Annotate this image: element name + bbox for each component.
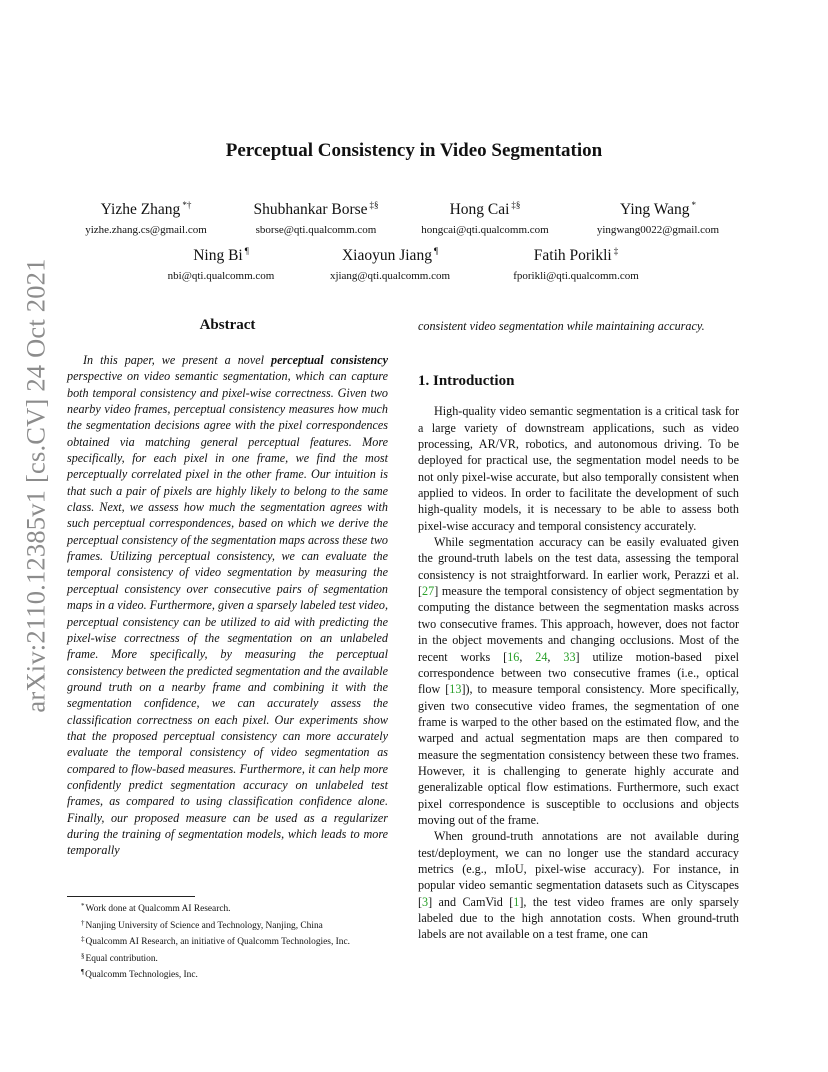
author-block: [406, 196, 564, 237]
footnote: ‡Qualcomm AI Research, an initiative of Qualcomm Technologies, Inc.: [81, 935, 350, 948]
author-block: [146, 242, 296, 283]
arxiv-stamp-text: arXiv:2110.12385v1 [cs.CV] 24 Oct 2021: [20, 257, 51, 713]
citation-link[interactable]: 16: [507, 649, 520, 664]
arxiv-stamp: [14, 257, 58, 713]
author-email[interactable]: hongcai@qti.qualcomm.com: [421, 224, 549, 236]
abstract-heading: Abstract: [199, 317, 256, 333]
author-block: [582, 196, 734, 237]
intro-paragraph: When ground-truth annotations are not available during test/deployment, we can no longer use the standard accuracy metrics (e.g., mIoU, pixel-wise accuracy). For instance, in popular video semantic segmentation datasets such as Cityscapes [3] and CamVid [1], the test video frames are only sparsely labeled due to the high annotation costs. When ground-truth labels are not available on a test frame, one can: [418, 829, 739, 942]
author-email[interactable]: yizhe.zhang.cs@gmail.com: [85, 224, 207, 236]
author-email[interactable]: xjiang@qti.qualcomm.com: [329, 270, 451, 282]
author-name: Hong Cai ‡§: [449, 200, 521, 218]
citation-link[interactable]: 1: [513, 894, 520, 909]
author-name: Ying Wang *: [619, 200, 696, 218]
author-name: Fatih Porikli ‡: [533, 246, 619, 264]
paper-title: Perceptual Consistency in Video Segmentation: [225, 140, 603, 161]
author-email[interactable]: fporikli@qti.qualcomm.com: [513, 270, 639, 282]
intro-paragraph: High-quality video semantic segmentation is a critical task for a large variety of downstream applications, such as video processing, AR/VR, robotics, and autonomous driving. To be deployed for practical use, the segmentation model needs to be not only pixel-wise accurate, but also temporally consistent when applied to videos. In order to facilitate the development of such high-quality models, it is necessary to be able to assess both pixel-wise accuracy and temporal consistency accurately.: [418, 404, 739, 533]
footnote: *Work done at Qualcomm AI Research.: [81, 902, 231, 914]
abstract-keyword: perceptual consistency: [271, 353, 388, 367]
author-block: [70, 196, 222, 237]
footnote: ¶Qualcomm Technologies, Inc.: [81, 968, 198, 981]
citation-link[interactable]: 24: [535, 649, 548, 664]
abstract-continuation: consistent video segmentation while maintaining accuracy.: [418, 319, 705, 333]
citation-link[interactable]: 13: [449, 682, 462, 697]
right-column: [418, 316, 739, 943]
author-block: [310, 242, 470, 283]
footnotes: [67, 900, 397, 983]
footnote-rule: [67, 896, 195, 897]
author-email[interactable]: yingwang0022@gmail.com: [596, 224, 720, 236]
section-heading-introduction: 1. Introduction: [418, 373, 515, 390]
citation-link[interactable]: 27: [422, 584, 435, 599]
author-name: Yizhe Zhang *†: [100, 200, 192, 218]
intro-paragraph: While segmentation accuracy can be easily evaluated given the ground-truth labels on the test data, assessing the temporal consistency is not straightforward. In earlier work, Perazzi et al. [27] measure the temporal consistency of object segmentation by computing the distance between the segmentation masks across two consecutive frames. This approach, however, does not factor in the object movements and changing occlusions. Most of the recent works [16, 24, 33] utilize motion-based pixel correspondence between two consecutive frames (i.e., optical flow [13]), to measure temporal consistency. More specifically, given two consecutive video frames, the segmentation of one frame is warped to the other based on the estimated flow, and the warped and actual segmentation maps are then compared to measure the segmentation consistency between these two frames. However, it is challenging to generate highly accurate and generalizable optical flow estimations. Furthermore, such exact pixel correspondence is susceptible to occlusions and objects moving out of the frame.: [418, 535, 739, 827]
author-block: [236, 196, 396, 237]
citation-link[interactable]: 3: [422, 894, 429, 909]
left-column: [67, 316, 388, 871]
abstract-body: In this paper, we present a novel perceptual consistency perspective on video semantic segmentation, which can capture both temporal consistency and pixel-wise correctness. Given two nearby video frames, perceptual consistency measures how much the segmentation decisions agree with the pixel correspondences obtained via matching general perceptual features. More specifically, for each pixel in one frame, we find the most perceptually correlated pixel in the other frame. Our intuition is that such a pair of pixels are highly likely to belong to the same class. Next, we assess how much the segmentation agrees with such perceptual correspondences, based on which we derive the perceptual consistency of the segmentation maps across these two frames. Utilizing perceptual consistency, we can evaluate the temporal consistency of video segmentation by measuring the perceptual consistency over consecutive pairs of segmentation maps in a video. Furthermore, given a sparsely labeled test video, perceptual consistency can be utilized to aid with predicting the pixel-wise correctness of the segmentation on an unlabeled frame. More specifically, by measuring the perceptual consistency between the predicted segmentation and the available ground truth on a nearby frame and combining it with the segmentation confidence, we can accurately assess the classification correctness on each pixel. Our experiments show that the proposed perceptual consistency can more accurately evaluate the temporal consistency of video segmentation as compared to flow-based measures. Furthermore, it can help more confidently predict segmentation accuracy on unlabeled test frames, as compared to using classification confidence alone. Finally, our proposed measure can be used as a regularizer during the training of segmentation models, which leads to more temporally: [67, 353, 388, 858]
footnote: †Nanjing University of Science and Technology, Nanjing, China: [81, 918, 323, 931]
author-name: Ning Bi ¶: [193, 246, 249, 264]
author-name: Xiaoyun Jiang ¶: [341, 246, 439, 264]
author-email[interactable]: nbi@qti.qualcomm.com: [167, 270, 275, 282]
author-name: Shubhankar Borse ‡§: [253, 200, 379, 218]
footnote: §Equal contribution.: [81, 951, 158, 964]
author-block: [498, 242, 654, 283]
author-email[interactable]: sborse@qti.qualcomm.com: [255, 224, 377, 236]
citation-link[interactable]: 33: [563, 649, 576, 664]
